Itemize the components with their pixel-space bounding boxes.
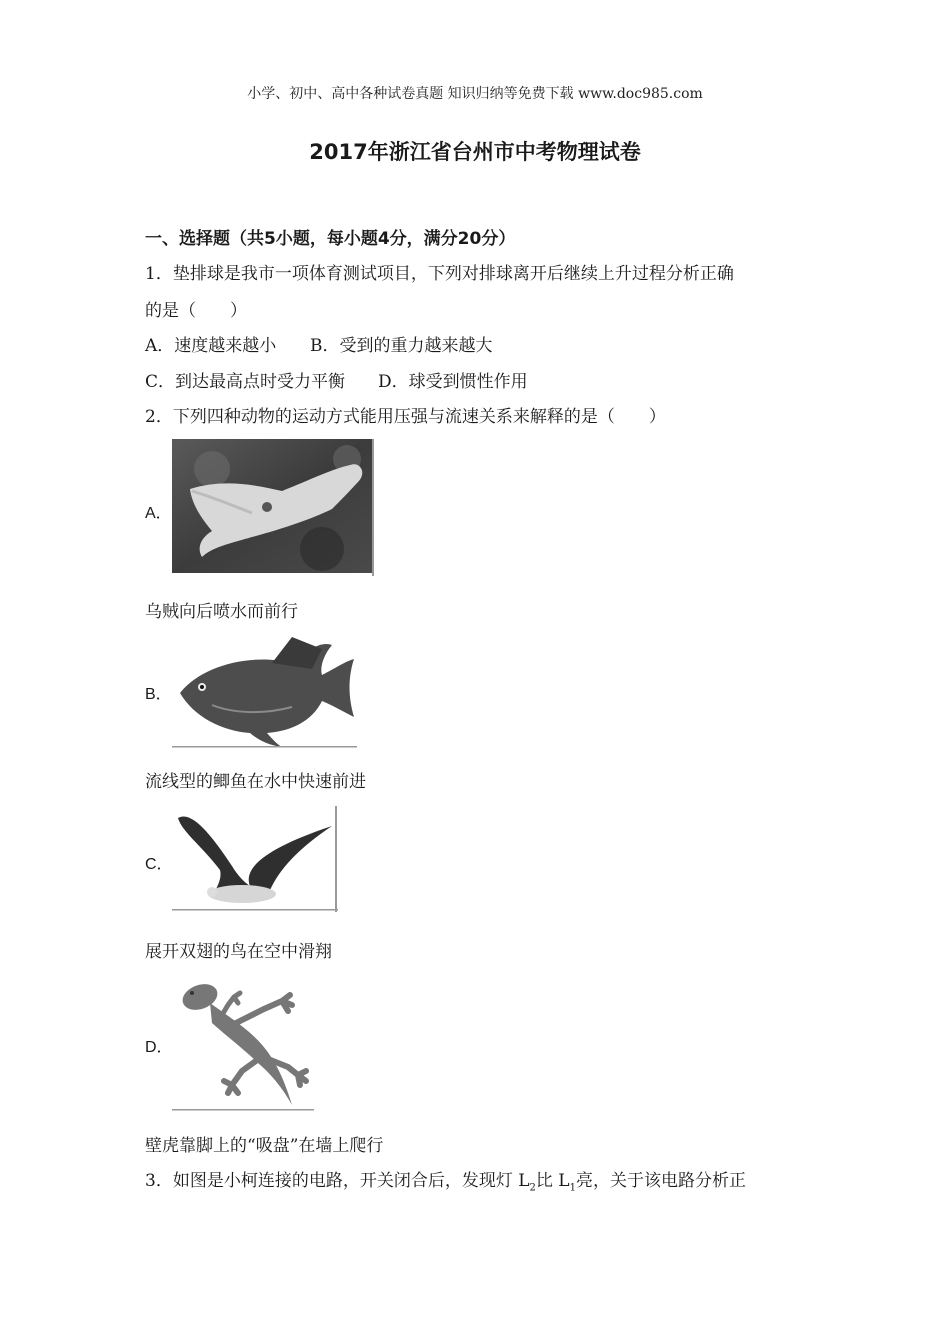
q3-stem-part1: 3．如图是小柯连接的电路，开关闭合后，发现灯 L	[145, 1171, 530, 1191]
gecko-photo-icon	[172, 975, 314, 1112]
page-header: 小学、初中、高中各种试卷真题 知识归纳等免费下载 www.doc985.com	[247, 86, 703, 102]
q2-option-a-label: A．	[145, 505, 172, 522]
q1-option-c: C．到达最高点时受力平衡	[145, 372, 346, 392]
q3-stem-line1	[145, 1166, 746, 1193]
q3-subscript-2: 2	[529, 1182, 536, 1194]
q2-option-d-caption: 壁虎靠脚上的“吸盘”在墙上爬行	[145, 1136, 384, 1156]
squid-photo-icon	[172, 439, 374, 576]
q2-option-d-label: D．	[145, 1039, 173, 1056]
q3-stem-part3: 亮，关于该电路分析正	[575, 1171, 746, 1191]
q2-stem: 2．下列四种动物的运动方式能用压强与流速关系来解释的是（ ）	[145, 407, 666, 427]
q3-subscript-1: 1	[569, 1182, 576, 1194]
page-title: 2017年浙江省台州市中考物理试卷	[309, 140, 641, 164]
q1-option-d: D．球受到惯性作用	[378, 372, 528, 392]
bird-photo-icon	[172, 806, 338, 912]
q1-option-a: A．速度越来越小	[145, 336, 277, 356]
q2-option-b-label: B．	[145, 686, 172, 703]
q1-stem-line2: 的是（ ）	[145, 301, 247, 321]
q3-stem-part2: 比 L	[535, 1171, 570, 1191]
section-heading: 一、选择题（共5小题，每小题4分，满分20分）	[145, 229, 516, 249]
q2-option-c-label: C．	[145, 856, 173, 873]
q2-option-c-caption: 展开双翅的鸟在空中滑翔	[145, 942, 332, 962]
fish-photo-icon	[172, 635, 358, 748]
q2-option-b-caption: 流线型的鲫鱼在水中快速前进	[145, 772, 366, 792]
q1-option-b: B．受到的重力越来越大	[310, 336, 493, 356]
q2-option-a-caption: 乌贼向后喷水而前行	[145, 602, 298, 622]
q1-stem-line1: 1．垫排球是我市一项体育测试项目，下列对排球离开后继续上升过程分析正确	[145, 264, 734, 284]
